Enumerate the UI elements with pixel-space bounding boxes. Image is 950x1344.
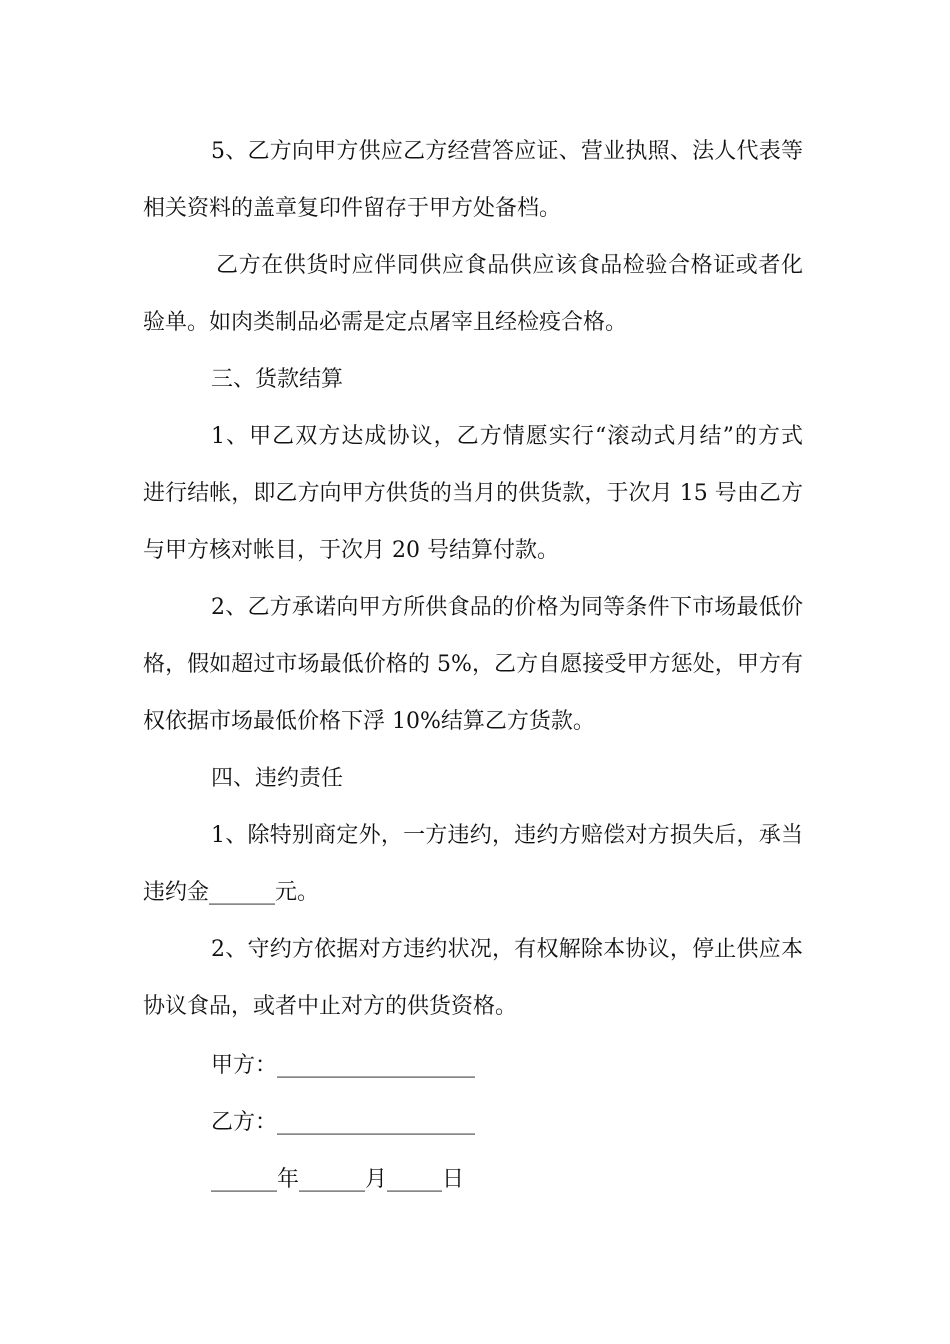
payment-clause-1-line-1: 1、甲乙双方达成协议，乙方情愿实行“滚动式月结”的方式 (211, 424, 803, 449)
payment-clause-2-line-2: 格，假如超过市场最低价格的 5%，乙方自愿接受甲方惩处，甲方有 (143, 652, 803, 677)
paragraph-5-line-2: 相关资料的盖章复印件留存于甲方处备档。 (143, 196, 562, 221)
breach-clause-2-line-1: 2、守约方依据对方违约状况，有权解除本协议，停止供应本 (211, 937, 803, 962)
payment-clause-2-line-1: 2、乙方承诺向甲方所供食品的价格为同等条件下市场最低价 (211, 595, 803, 620)
date-line: ______年______月_____日 (211, 1167, 465, 1192)
breach-clause-1-line-1: 1、除特别商定外，一方违约，违约方赔偿对方损失后，承当 (211, 823, 803, 848)
payment-clause-1-line-3: 与甲方核对帐目，于次月 20 号结算付款。 (143, 538, 559, 563)
party-b-signature-line: 乙方：__________________ (211, 1110, 476, 1135)
inspection-paragraph-line-1: 乙方在供货时应伴同供应食品供应该食品检验合格证或者化 (216, 253, 803, 278)
section-heading-breach: 四、违约责任 (211, 766, 344, 791)
breach-clause-1-line-2: 违约金______元。 (143, 880, 320, 905)
inspection-paragraph-line-2: 验单。如肉类制品必需是定点屠宰且经检疫合格。 (143, 310, 628, 335)
section-heading-payment: 三、货款结算 (211, 367, 344, 392)
breach-clause-2-line-2: 协议食品，或者中止对方的供货资格。 (143, 994, 518, 1019)
party-a-signature-line: 甲方：__________________ (211, 1053, 476, 1078)
payment-clause-2-line-3: 权依据市场最低价格下浮 10%结算乙方货款。 (143, 709, 595, 734)
payment-clause-1-line-2: 进行结帐，即乙方向甲方供货的当月的供货款，于次月 15 号由乙方 (143, 481, 803, 506)
paragraph-5-line-1: 5、乙方向甲方供应乙方经营答应证、营业执照、法人代表等 (211, 139, 803, 164)
